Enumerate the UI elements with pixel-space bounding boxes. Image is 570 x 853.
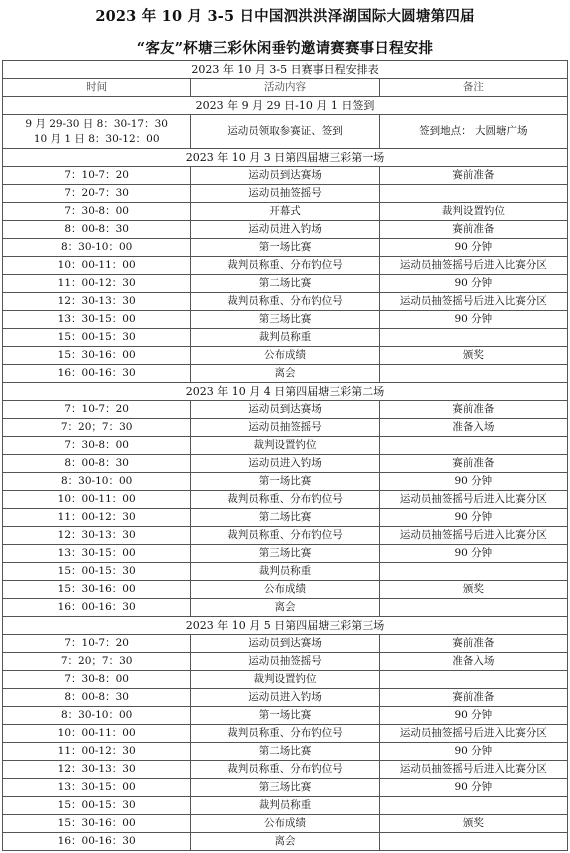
activity-cell: 运动员抽签摇号: [191, 653, 379, 671]
time-cell: 10：00-11：00: [3, 257, 191, 275]
activity-cell: 裁判设置钓位: [191, 437, 379, 455]
table-row: [3, 527, 568, 545]
note-cell: 90 分钟: [379, 707, 567, 725]
table-row: [3, 437, 568, 455]
checkin-time-line-1: 9 月 29-30 日 8：30-17：30: [25, 117, 168, 130]
note-cell: 90 分钟: [379, 239, 567, 257]
time-cell: 13：30-15：00: [3, 545, 191, 563]
day-heading-row: [3, 383, 568, 401]
time-cell: 7：30-8：00: [3, 203, 191, 221]
activity-cell: 运动员进入钓场: [191, 689, 379, 707]
table-row: [3, 473, 568, 491]
table-row: [3, 563, 568, 581]
table-row: [3, 275, 568, 293]
activity-cell: 运动员到达赛场: [191, 635, 379, 653]
table-row: [3, 167, 568, 185]
table-row: [3, 797, 568, 815]
table-row: [3, 239, 568, 257]
activity-cell: 第一场比赛: [191, 707, 379, 725]
note-cell: 准备入场: [379, 419, 567, 437]
note-cell: 赛前准备: [379, 221, 567, 239]
header-time: 时间: [3, 79, 191, 97]
document-title-line-2: “客友”杯塘三彩休闲垂钓邀请赛赛事日程安排: [136, 40, 434, 57]
activity-cell: 裁判员称重、分布钓位号: [191, 491, 379, 509]
day-heading-row: [3, 149, 568, 167]
day-heading: 2023 年 10 月 4 日第四届塘三彩第二场: [3, 383, 568, 401]
activity-cell: 离会: [191, 599, 379, 617]
note-cell: 运动员抽签摇号后进入比赛分区: [379, 257, 567, 275]
table-row: [3, 347, 568, 365]
time-cell: 8：00-8：30: [3, 221, 191, 239]
note-cell: [379, 365, 567, 383]
table-row: [3, 635, 568, 653]
time-cell: 11：00-12：30: [3, 509, 191, 527]
checkin-time-line-2: 10 月 1 日 8：30-12：00: [33, 132, 160, 145]
time-cell: 13：30-15：00: [3, 311, 191, 329]
note-cell: 准备入场: [379, 653, 567, 671]
activity-cell: 裁判员称重、分布钓位号: [191, 725, 379, 743]
activity-cell: 裁判设置钓位: [191, 671, 379, 689]
activity-cell: 第三场比赛: [191, 311, 379, 329]
document-title-line-1: 2023 年 10 月 3-5 日中国泗洪洪泽湖国际大圆塘第四届: [95, 8, 475, 25]
table-row: [3, 293, 568, 311]
time-cell: 12：30-13：30: [3, 761, 191, 779]
note-cell: 运动员抽签摇号后进入比赛分区: [379, 527, 567, 545]
note-cell: 颁奖: [379, 815, 567, 833]
checkin-row: [3, 115, 568, 149]
time-cell: 16：00-16：30: [3, 833, 191, 851]
activity-cell: 裁判员称重、分布钓位号: [191, 527, 379, 545]
note-cell: 90 分钟: [379, 473, 567, 491]
time-cell: 12：30-13：30: [3, 527, 191, 545]
activity-cell: 第三场比赛: [191, 779, 379, 797]
checkin-time: [3, 115, 191, 149]
day-heading-row: [3, 617, 568, 635]
activity-cell: 运动员抽签摇号: [191, 419, 379, 437]
activity-cell: 裁判员称重、分布钓位号: [191, 257, 379, 275]
note-cell: 90 分钟: [379, 311, 567, 329]
note-cell: 颁奖: [379, 347, 567, 365]
note-cell: 运动员抽签摇号后进入比赛分区: [379, 725, 567, 743]
note-cell: 赛前准备: [379, 689, 567, 707]
time-cell: 8：00-8：30: [3, 455, 191, 473]
time-cell: 8：30-10：00: [3, 473, 191, 491]
activity-cell: 公布成绩: [191, 347, 379, 365]
day-heading: 2023 年 10 月 3 日第四届塘三彩第一场: [3, 149, 568, 167]
time-cell: 15：00-15：30: [3, 797, 191, 815]
table-row: [3, 401, 568, 419]
table-row: [3, 689, 568, 707]
note-cell: 裁判设置钓位: [379, 203, 567, 221]
time-cell: 15：30-16：00: [3, 815, 191, 833]
table-row: [3, 779, 568, 797]
time-cell: 7：10-7：20: [3, 635, 191, 653]
time-cell: 15：30-16：00: [3, 347, 191, 365]
time-cell: 7：10-7：20: [3, 401, 191, 419]
time-cell: 7：10-7：20: [3, 167, 191, 185]
time-cell: 11：00-12：30: [3, 275, 191, 293]
table-row: [3, 221, 568, 239]
note-cell: 90 分钟: [379, 545, 567, 563]
time-cell: 10：00-11：00: [3, 491, 191, 509]
activity-cell: 运动员进入钓场: [191, 221, 379, 239]
note-cell: [379, 833, 567, 851]
activity-cell: 裁判员称重: [191, 329, 379, 347]
activity-cell: 裁判员称重、分布钓位号: [191, 761, 379, 779]
activity-cell: 裁判员称重、分布钓位号: [191, 293, 379, 311]
activity-cell: 公布成绩: [191, 815, 379, 833]
time-cell: 8：30-10：00: [3, 239, 191, 257]
activity-cell: 第二场比赛: [191, 275, 379, 293]
note-cell: 颁奖: [379, 581, 567, 599]
time-cell: 13：30-15：00: [3, 779, 191, 797]
note-cell: 运动员抽签摇号后进入比赛分区: [379, 491, 567, 509]
checkin-note: 签到地点： 大圆塘广场: [379, 115, 567, 149]
time-cell: 12：30-13：30: [3, 293, 191, 311]
time-cell: 7：30-8：00: [3, 671, 191, 689]
note-cell: [379, 599, 567, 617]
time-cell: 10：00-11：00: [3, 725, 191, 743]
checkin-activity: 运动员领取参赛证、签到: [191, 115, 379, 149]
activity-cell: 公布成绩: [191, 581, 379, 599]
table-row: [3, 491, 568, 509]
note-cell: [379, 671, 567, 689]
activity-cell: 第二场比赛: [191, 743, 379, 761]
note-cell: [379, 437, 567, 455]
note-cell: 赛前准备: [379, 401, 567, 419]
note-cell: 赛前准备: [379, 455, 567, 473]
table-title-row: [3, 61, 568, 79]
time-cell: 15：00-15：30: [3, 563, 191, 581]
time-cell: 8：30-10：00: [3, 707, 191, 725]
activity-cell: 第二场比赛: [191, 509, 379, 527]
activity-cell: 第三场比赛: [191, 545, 379, 563]
time-cell: 16：00-16：30: [3, 365, 191, 383]
checkin-heading-row: [3, 97, 568, 115]
header-note: 备注: [379, 79, 567, 97]
header-row: [3, 79, 568, 97]
activity-cell: 离会: [191, 833, 379, 851]
table-row: [3, 203, 568, 221]
table-row: [3, 581, 568, 599]
table-row: [3, 761, 568, 779]
table-row: [3, 311, 568, 329]
table-row: [3, 419, 568, 437]
time-cell: 7：20；7：30: [3, 653, 191, 671]
note-cell: 运动员抽签摇号后进入比赛分区: [379, 293, 567, 311]
note-cell: 90 分钟: [379, 743, 567, 761]
checkin-heading: 2023 年 9 月 29 日-10 月 1 日签到: [3, 97, 568, 115]
table-row: [3, 725, 568, 743]
note-cell: [379, 563, 567, 581]
table-title: 2023 年 10 月 3-5 日赛事日程安排表: [3, 61, 568, 79]
time-cell: 7：20-7：30: [3, 185, 191, 203]
table-row: [3, 833, 568, 851]
activity-cell: 运动员抽签摇号: [191, 185, 379, 203]
note-cell: [379, 185, 567, 203]
activity-cell: 运动员到达赛场: [191, 167, 379, 185]
table-row: [3, 365, 568, 383]
note-cell: 赛前准备: [379, 635, 567, 653]
note-cell: 90 分钟: [379, 779, 567, 797]
table-row: [3, 815, 568, 833]
table-row: [3, 671, 568, 689]
time-cell: 15：00-15：30: [3, 329, 191, 347]
table-row: [3, 707, 568, 725]
time-cell: 7：30-8：00: [3, 437, 191, 455]
time-cell: 7：20；7：30: [3, 419, 191, 437]
note-cell: 90 分钟: [379, 509, 567, 527]
table-row: [3, 329, 568, 347]
activity-cell: 运动员到达赛场: [191, 401, 379, 419]
table-row: [3, 743, 568, 761]
schedule-table: [2, 60, 568, 851]
activity-cell: 裁判员称重: [191, 797, 379, 815]
note-cell: 赛前准备: [379, 167, 567, 185]
time-cell: 15：30-16：00: [3, 581, 191, 599]
table-row: [3, 545, 568, 563]
table-row: [3, 599, 568, 617]
note-cell: [379, 329, 567, 347]
header-activity: 活动内容: [191, 79, 379, 97]
activity-cell: 离会: [191, 365, 379, 383]
table-row: [3, 257, 568, 275]
time-cell: 8：00-8：30: [3, 689, 191, 707]
time-cell: 16：00-16：30: [3, 599, 191, 617]
note-cell: 运动员抽签摇号后进入比赛分区: [379, 761, 567, 779]
note-cell: 90 分钟: [379, 275, 567, 293]
activity-cell: 开幕式: [191, 203, 379, 221]
activity-cell: 第一场比赛: [191, 473, 379, 491]
table-row: [3, 509, 568, 527]
activity-cell: 裁判员称重: [191, 563, 379, 581]
activity-cell: 运动员进入钓场: [191, 455, 379, 473]
time-cell: 11：00-12：30: [3, 743, 191, 761]
note-cell: [379, 797, 567, 815]
table-row: [3, 653, 568, 671]
activity-cell: 第一场比赛: [191, 239, 379, 257]
day-heading: 2023 年 10 月 5 日第四届塘三彩第三场: [3, 617, 568, 635]
table-row: [3, 185, 568, 203]
table-row: [3, 455, 568, 473]
